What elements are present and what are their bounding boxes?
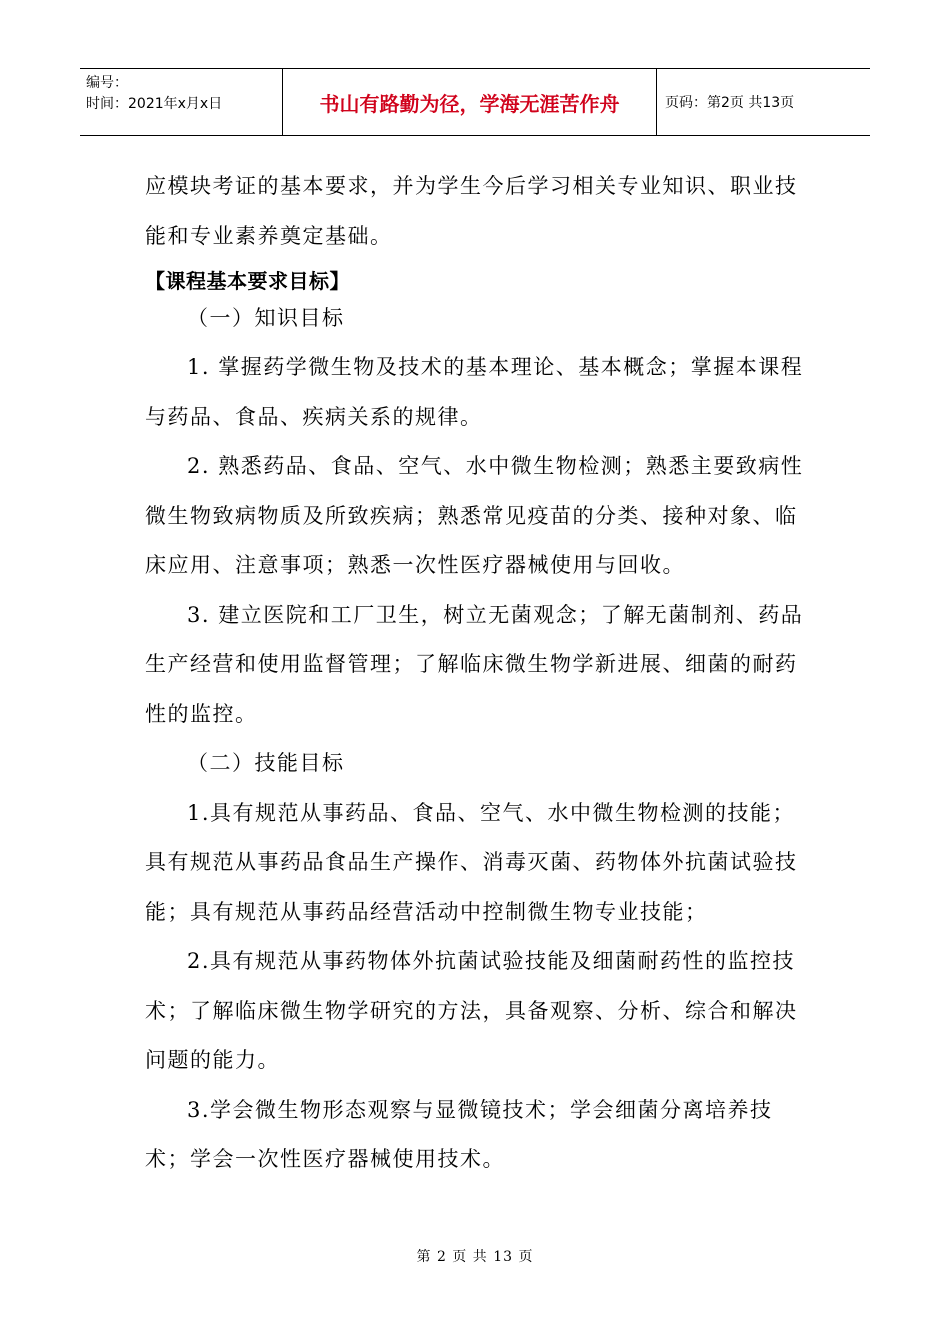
section-heading: 【课程基本要求目标】 xyxy=(145,269,350,293)
header-table xyxy=(80,68,870,136)
knowledge-goal-2: 2. 熟悉药品、食品、空气、水中微生物检测；熟悉主要致病性微生物致病物质及所致疾病；熟悉常见疫苗的分类、接种对象、临床应用、注意事项；熟悉一次性医疗器械使用与回收。 xyxy=(145,454,804,577)
header-page-info: 页码：第2页 共13页 xyxy=(665,95,795,111)
skill-goal-2: 2.具有规范从事药物体外抗菌试验技能及细菌耐药性的监控技术；了解临床微生物学研究的方法，具备观察、分析、综合和解决问题的能力。 xyxy=(145,949,798,1072)
document-number-label: 编号： xyxy=(86,75,128,91)
knowledge-goals-heading: （一）知识目标 xyxy=(187,306,345,330)
skill-goal-3: 3.学会微生物形态观察与显微镜技术；学会细菌分离培养技术；学会一次性医疗器械使用技术。 xyxy=(145,1097,773,1171)
skill-goals-heading: （二）技能目标 xyxy=(187,751,345,775)
document-time-label: 时间：2021年x月x日 xyxy=(86,96,223,112)
intro-paragraph: 应模块考证的基本要求，并为学生今后学习相关专业知识、职业技能和专业素养奠定基础。 xyxy=(145,174,798,248)
page-footer: 第 2 页 共 13 页 xyxy=(416,1249,534,1265)
knowledge-goal-1: 1. 掌握药学微生物及技术的基本理论、基本概念；掌握本课程与药品、食品、疾病关系的规律。 xyxy=(145,355,804,429)
knowledge-goal-3: 3. 建立医院和工厂卫生，树立无菌观念；了解无菌制剂、药品生产经营和使用监督管理；了解临床微生物学新进展、细菌的耐药性的监控。 xyxy=(145,602,804,726)
document-body xyxy=(145,162,810,1185)
header-slogan: 书山有路勤为径，学海无涯苦作舟 xyxy=(283,69,657,135)
skill-goal-1: 1.具有规范从事药品、食品、空气、水中微生物检测的技能；具有规范从事药品食品生产操作、消毒灭菌、药物体外抗菌试验技能；具有规范从事药品经营活动中控制微生物专业技能； xyxy=(145,800,798,924)
header-meta-cell xyxy=(80,69,283,135)
